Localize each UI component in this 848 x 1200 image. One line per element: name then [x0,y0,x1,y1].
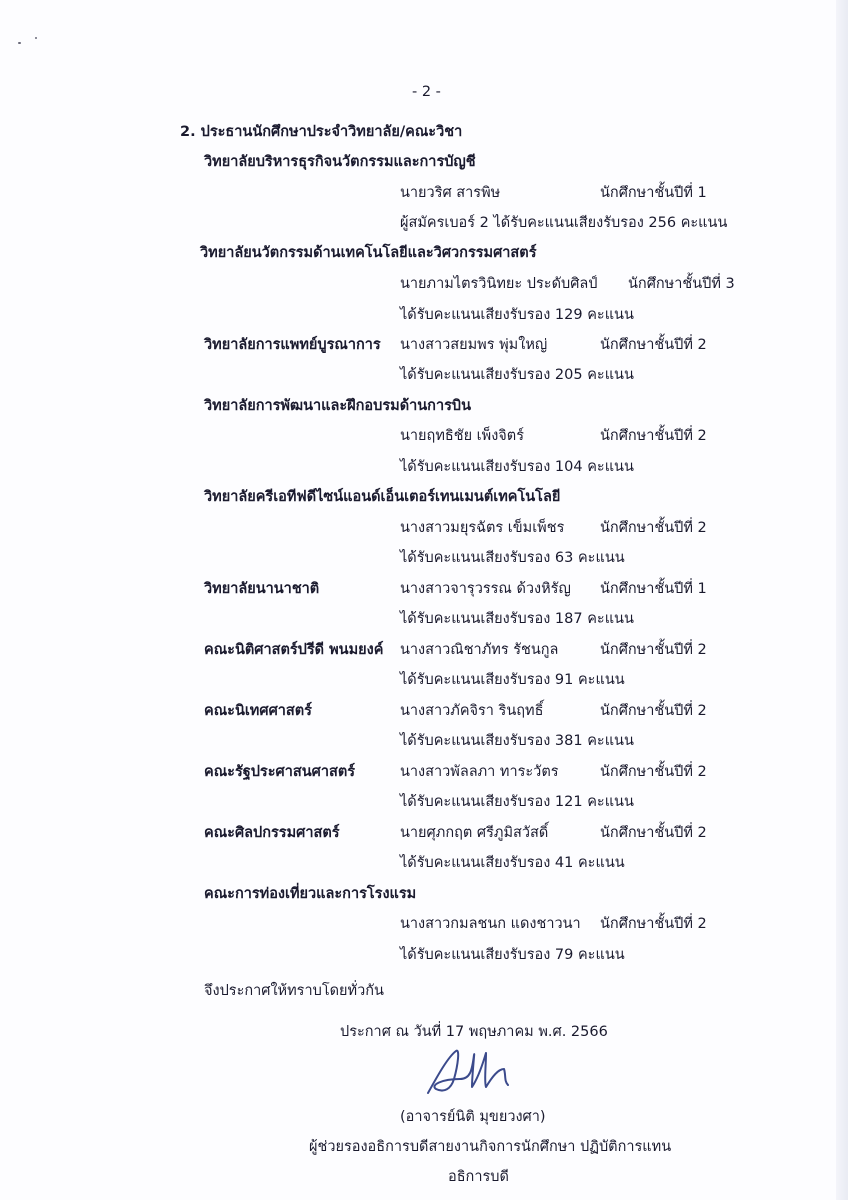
vote-count: ได้รับคะแนนเสียงรับรอง 104 คะแนน [400,459,634,475]
vote-count: ได้รับคะแนนเสียงรับรอง 381 คะแนน [400,733,634,749]
faculty-label: วิทยาลัยการแพทย์บูรณาการ [204,337,381,353]
vote-count: ได้รับคะแนนเสียงรับรอง 41 คะแนน [400,855,625,871]
vote-count: ได้รับคะแนนเสียงรับรอง 79 คะแนน [400,947,625,963]
faculty-label: วิทยาลัยครีเอทีฟดีไซน์แอนด์เอ็นเตอร์เทนเมนต์เทคโนโลยี [204,489,561,505]
vote-count: ได้รับคะแนนเสียงรับรอง 63 คะแนน [400,550,625,566]
vote-count: ได้รับคะแนนเสียงรับรอง 129 คะแนน [400,307,634,323]
candidate-name: นายวริศ สารพิษ [400,185,501,201]
vote-count: ผู้สมัครเบอร์ 2 ได้รับคะแนนเสียงรับรอง 256 คะแนน [400,215,728,231]
candidate-year: นักศึกษาชั้นปีที่ 2 [600,825,707,841]
scan-speck [35,37,37,39]
page-edge-shadow [836,0,848,1200]
faculty-label: วิทยาลัยนานาชาติ [204,581,320,597]
candidate-year: นักศึกษาชั้นปีที่ 2 [600,337,707,353]
candidate-name: นางสาวจารุวรรณ ด้วงหิรัญ [400,581,571,597]
section-heading: 2. ประธานนักศึกษาประจำวิทยาลัย/คณะวิชา [180,124,463,140]
candidate-year: นักศึกษาชั้นปีที่ 2 [600,703,707,719]
faculty-label: คณะนิติศาสตร์ปรีดี พนมยงค์ [204,642,384,658]
candidate-name: นางสาวสยมพร พุ่มใหญ่ [400,337,548,353]
signer-title-continued: อธิการบดี [448,1169,509,1185]
handwritten-signature [420,1045,530,1100]
faculty-label: คณะนิเทศศาสตร์ [204,703,312,719]
candidate-name: นางสาวพัลลภา ทาระวัตร [400,764,559,780]
candidate-year: นักศึกษาชั้นปีที่ 3 [628,276,735,292]
candidate-year: นักศึกษาชั้นปีที่ 1 [600,185,707,201]
candidate-name: นายศุภกฤต ศรีภูมิสวัสดิ์ [400,825,549,841]
faculty-label: วิทยาลัยบริหารธุรกิจนวัตกรรมและการบัญชี [204,154,476,170]
vote-count: ได้รับคะแนนเสียงรับรอง 121 คะแนน [400,794,634,810]
candidate-name: นายฤทธิชัย เพ็งจิตร์ [400,428,524,444]
candidate-year: นักศึกษาชั้นปีที่ 2 [600,916,707,932]
candidate-year: นักศึกษาชั้นปีที่ 1 [600,581,707,597]
candidate-year: นักศึกษาชั้นปีที่ 2 [600,428,707,444]
candidate-name: นางสาวกมลชนก แดงชาวนา [400,916,581,932]
vote-count: ได้รับคะแนนเสียงรับรอง 205 คะแนน [400,367,634,383]
candidate-year: นักศึกษาชั้นปีที่ 2 [600,642,707,658]
faculty-label: คณะการท่องเที่ยวและการโรงแรม [204,886,417,902]
vote-count: ได้รับคะแนนเสียงรับรอง 187 คะแนน [400,611,634,627]
candidate-year: นักศึกษาชั้นปีที่ 2 [600,764,707,780]
faculty-label: คณะรัฐประศาสนศาสตร์ [204,764,356,780]
faculty-label: คณะศิลปกรรมศาสตร์ [204,825,340,841]
date-line: ประกาศ ณ วันที่ 17 พฤษภาคม พ.ศ. 2566 [340,1024,608,1040]
faculty-label: วิทยาลัยนวัตกรรมด้านเทคโนโลยีและวิศวกรรมศาสตร์ [200,245,537,261]
candidate-name: นายภามไตรวินิทยะ ประดับศิลป์ [400,276,598,292]
page-number: - 2 - [412,84,441,100]
vote-count: ได้รับคะแนนเสียงรับรอง 91 คะแนน [400,672,625,688]
candidate-name: นางสาวณิชาภัทร รัชนกูล [400,642,559,658]
signer-title: ผู้ช่วยรองอธิการบดีสายงานกิจการนักศึกษา ปฏิบัติการแทน [309,1139,672,1155]
candidate-name: นางสาวมยุรฉัตร เข็มเพ็ชร [400,520,565,536]
announcement-line: จึงประกาศให้ทราบโดยทั่วกัน [204,983,384,999]
candidate-year: นักศึกษาชั้นปีที่ 2 [600,520,707,536]
signer-name: (อาจารย์นิติ มุขยวงศา) [400,1109,546,1125]
scan-speck [18,42,21,44]
faculty-label: วิทยาลัยการพัฒนาและฝึกอบรมด้านการบิน [204,398,471,414]
candidate-name: นางสาวภัคจิรา รินฤทธิ์ [400,703,544,719]
